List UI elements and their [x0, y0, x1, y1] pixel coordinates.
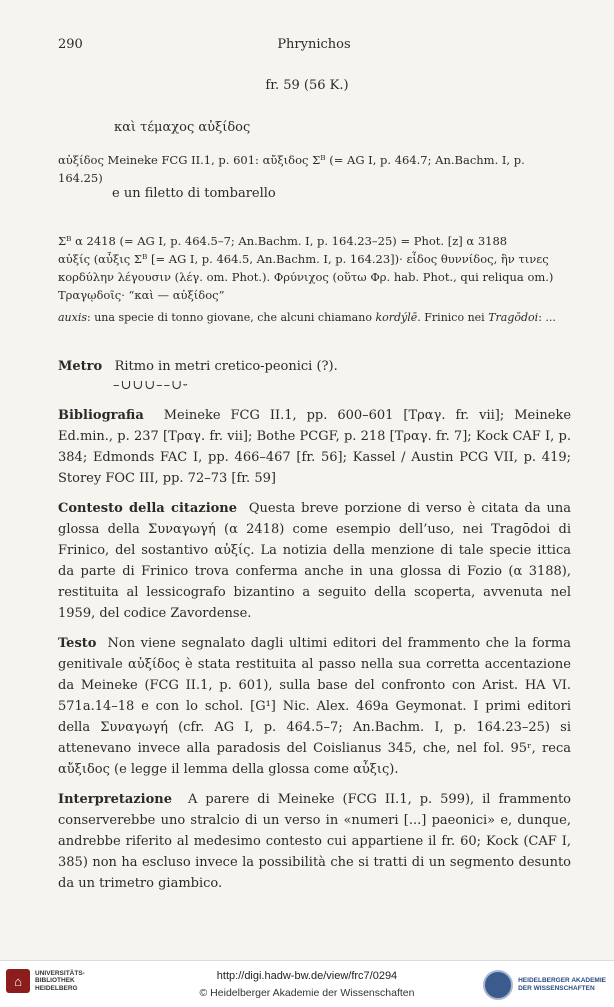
metrical-scheme: –∪∪∪––∪⏑ [113, 378, 189, 393]
academy-logo-line-2: DER WISSENSCHAFTEN [518, 985, 595, 992]
fragment-greek-text: καὶ τέμαχος αὐξίδος [114, 120, 251, 135]
interpretazione-text: A parere di Meineke (FCG II.1, p. 599), il frammento conserverebbe uno stralcio di un verso in «numeri [...] paeonici» e, dunque, andrebbe riferito al medesimo contesto cui appartiene il fr. 60; Kock (CAF I, 385) non ha escluso invece la possibilità che si tratti di un segmento desunto da un trimetro giambico. [58, 792, 572, 891]
fragment-translation: e un filetto di tombarello [112, 186, 276, 201]
metro-section [58, 359, 338, 374]
testimonia-line-2: αὐξίς (αὖξις Σᴮ [= AG I, p. 464.5, An.Bachm. I, p. 164.23])· εἶδος θυννίδος, ἣν τινες [58, 252, 549, 266]
library-logo-line-3: HEIDELBERG [35, 984, 78, 992]
library-logo-icon: ⌂ [6, 969, 30, 993]
page-number: 290 [58, 37, 83, 52]
bibliografia-paragraph [58, 405, 571, 489]
testimonia-line-1: Σᴮ α 2418 (= AG I, p. 464.5–7; An.Bachm. I, p. 164.23–25) = Phot. [z] α 3188 [58, 234, 508, 248]
testimonia-apparatus [58, 232, 570, 304]
interpretazione-paragraph [58, 789, 571, 894]
metro-text: Ritmo in metri cretico-peonici (?). [114, 359, 338, 374]
testo-label: Testo [58, 636, 97, 651]
copyright-notice: © Heidelberger Akademie der Wissenschaften [199, 987, 415, 999]
interpretazione-label: Interpretazione [58, 792, 173, 807]
metro-label: Metro [58, 359, 103, 374]
bibliografia-label: Bibliografia [58, 408, 144, 423]
contesto-text: Questa breve porzione di verso è citata da una glossa della Συναγωγή (α 2418) come esempio dell’uso, nei Tragōdoi di Frinico, del sostantivo αὐξίς. La notizia della menzione di tale specie ittica da parte di Frinico trova conferma anche in una glossa di Fozio (α 3188), restituita al lessicografo bizantino a seguito della scoperta, avvenuta nel 1959, del codice Zavordense. [58, 501, 572, 621]
contesto-paragraph [58, 498, 571, 624]
apparatus-line: αὐξίδος Meineke FCG II.1, p. 601: αὔξιδος Σᴮ (= AG I, p. 464.7; An.Bachm. I, p. 164.25) [58, 153, 525, 185]
critical-apparatus [58, 151, 570, 187]
auxis-tragoidoi: Tragōdoi [488, 311, 539, 324]
academy-logo-line-1: HEIDELBERGER AKADEMIE [518, 977, 606, 984]
commentary-body [58, 405, 571, 903]
auxis-term: auxis [58, 311, 88, 324]
academy-logo[interactable] [483, 970, 606, 1000]
testimonia-line-3: κορδύλην λέγουσιν (λέγ. om. Phot.). Φρύνιχος (οὕτω Φρ. hab. Phot., qui reliqua om.) [58, 270, 554, 284]
library-logo-line-1: UNIVERSITÄTS- [35, 969, 85, 977]
library-logo-line-2: BIBLIOTHEK [35, 977, 75, 985]
testo-text: Non viene segnalato dagli ultimi editori del frammento che la forma genitivale αὐξίδος è stata restituita al passo nella sua corretta accentazione da Meineke (FCG II.1, p. 601), sulla base del confronto con Arist. HA VI. 571a.14–18 e con lo schol. [G¹] Nic. Alex. 469a Geymonat. I primi editori della Συναγωγή (cfr. AG I, p. 464.5–7; An.Bachm. I, p. 164.23–25) si attenevano invece alla paradosis del Coislianus 345, che, nel fol. 95ʳ, reca αὔξιδος (e legge il lemma della glossa come αὖξις). [58, 636, 571, 777]
contesto-label: Contesto della citazione [58, 501, 238, 516]
bibliografia-text: Meineke FCG II.1, pp. 600–601 [Τραγ. fr. vii]; Meineke Ed.min., p. 237 [Τραγ. fr. vii]; Bothe PCGF, p. 218 [Τραγ. fr. 7]; Kock CAF I, p. 384; Edmonds FAC I, pp. 466–467 [fr. 56]; Kassel / Austin PCG VII, p. 419; Storey FOC III, pp. 72–73 [fr. 59] [58, 408, 572, 486]
academy-seal-icon [483, 970, 513, 1000]
viewer-footer [0, 960, 614, 1007]
fragment-heading: fr. 59 (56 K.) [265, 78, 349, 93]
testimonia-line-4: Τραγῳδοῖς· “καὶ — αὐξίδος” [58, 288, 225, 302]
permalink-url[interactable]: http://digi.hadw-bw.de/view/frc7/0294 [216, 970, 398, 982]
auxis-end: . Frinico nei [417, 311, 489, 324]
running-head-author: Phrynichos [277, 37, 351, 52]
testo-paragraph [58, 633, 571, 780]
auxis-text: : una specie di tonno giovane, che alcuni chiamano [87, 311, 376, 324]
auxis-note [58, 311, 570, 324]
auxis-kordyle: kordýlē [375, 311, 418, 324]
auxis-ellipsis: : ... [538, 311, 556, 324]
